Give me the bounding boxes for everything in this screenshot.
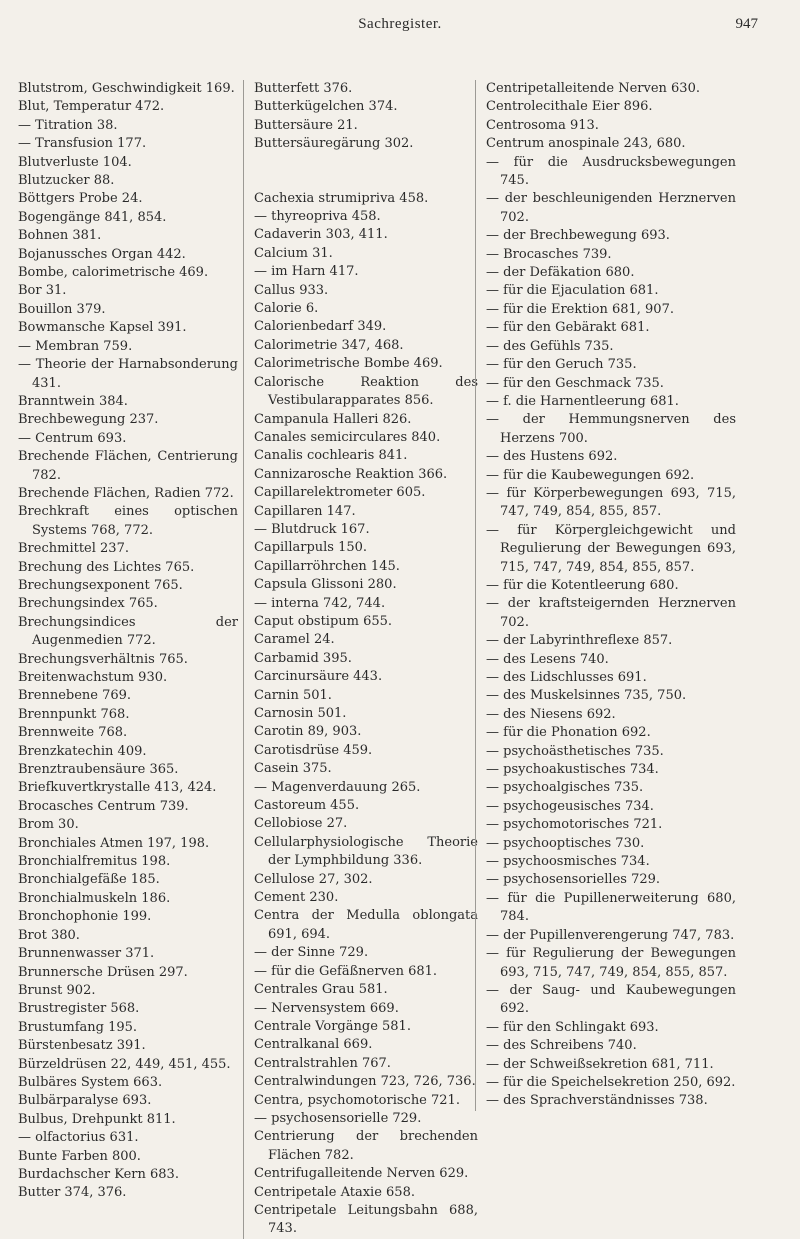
index-entry: Brechungsverhältnis 765. xyxy=(18,651,188,667)
index-entry: Centralkanal 669. xyxy=(254,1037,373,1053)
index-entry: Brennebene 769. xyxy=(18,688,132,704)
index-entry: Bor 31. xyxy=(18,283,67,299)
page-header xyxy=(0,10,800,40)
index-entry: — interna 742, 744. xyxy=(254,595,386,611)
index-entry: — für Körpergleichgewicht und Regulierung der Bewegungen 693, 715, 747, 749, 854, 855, 857. xyxy=(486,522,736,575)
index-entry: Campanula Halleri 826. xyxy=(254,411,412,427)
index-entry: Briefkuvertkrystalle 413, 424. xyxy=(18,780,217,796)
index-entry: Bronchialmuskeln 186. xyxy=(18,890,171,906)
index-entry: Canales semicirculares 840. xyxy=(254,429,441,445)
index-entry: Brechmittel 237. xyxy=(18,541,129,557)
index-entry: Bulbus, Drehpunkt 811. xyxy=(18,1111,176,1127)
index-entry: Brennpunkt 768. xyxy=(18,706,130,722)
index-entry: Bouillon 379. xyxy=(18,301,106,317)
index-entry: Burdachscher Kern 683. xyxy=(18,1166,179,1182)
index-entry: Carbamid 395. xyxy=(254,650,352,666)
index-entry: Centra, psychomotorische 721. xyxy=(254,1092,460,1108)
index-entry: Capillaren 147. xyxy=(254,503,356,519)
index-entry: Bronchophonie 199. xyxy=(18,909,152,925)
page-number: 947 xyxy=(735,16,758,32)
index-entry: — für den Geschmack 735. xyxy=(486,375,664,391)
index-entry: Calorimetrische Bombe 469. xyxy=(254,356,443,372)
index-entry: — der kraftsteigernden Herznerven 702. xyxy=(486,596,736,630)
index-column-3 xyxy=(475,80,736,1111)
index-entry: Capillarelektrometer 605. xyxy=(254,485,426,501)
index-entry: Bulbärparalyse 693. xyxy=(18,1093,152,1109)
index-entry: — Theorie der Harnabsonderung 431. xyxy=(18,357,238,391)
index-entry: — Nervensystem 669. xyxy=(254,1000,399,1016)
index-entry: Calorimetrie 347, 468. xyxy=(254,337,404,353)
index-entry: — für Regulierung der Bewegungen 693, 715, 747, 749, 854, 855, 857. xyxy=(486,946,736,980)
index-entry: Bronchialfremitus 198. xyxy=(18,854,171,870)
index-entry: — für die Kaubewegungen 692. xyxy=(486,467,695,483)
index-entry: — psychoalgisches 735. xyxy=(486,780,644,796)
index-entry: Capsula Glissoni 280. xyxy=(254,577,397,593)
index-entry: Brot 380. xyxy=(18,927,80,943)
index-entry: — Titration 38. xyxy=(18,117,118,133)
index-entry: Casein 375. xyxy=(254,761,332,777)
index-entry: Centrierung der brechenden Flächen 782. xyxy=(254,1129,478,1163)
index-entry: Capillarröhrchen 145. xyxy=(254,558,400,574)
index-entry: — für die Gefäßnerven 681. xyxy=(254,963,438,979)
index-entry: Carotin 89, 903. xyxy=(254,724,362,740)
index-entry: Blut, Temperatur 472. xyxy=(18,99,165,115)
index-entry: — für die Kotentleerung 680. xyxy=(486,577,679,593)
index-entry: — für die Erektion 681, 907. xyxy=(486,301,674,317)
index-entry: Centripetale Leitungsbahn 688, 743. xyxy=(254,1202,478,1237)
index-entry: Cellulose 27, 302. xyxy=(254,871,373,887)
index-entry: Buttersäure 21. xyxy=(254,117,358,133)
index-entry: — des Niesens 692. xyxy=(486,706,616,722)
index-entry: Bunte Farben 800. xyxy=(18,1148,141,1164)
index-entry: — Blutdruck 167. xyxy=(254,521,370,537)
index-entry: Bürstenbesatz 391. xyxy=(18,1038,146,1054)
index-entry: — der Labyrinthreflexe 857. xyxy=(486,633,673,649)
index-entry: Caramel 24. xyxy=(254,632,335,648)
index-entry: Centrale Vorgänge 581. xyxy=(254,1018,411,1034)
index-entry: Centralwindungen 723, 726, 736. xyxy=(254,1074,476,1090)
index-entry: — psychomotorisches 721. xyxy=(486,817,663,833)
index-entry: Centripetale Ataxie 658. xyxy=(254,1184,415,1200)
index-entry: — für den Gebärakt 681. xyxy=(486,320,650,336)
index-entry: Canalis cochlearis 841. xyxy=(254,448,408,464)
index-entry: Cadaverin 303, 411. xyxy=(254,227,388,243)
index-entry: Centrifugalleitende Nerven 629. xyxy=(254,1166,469,1182)
index-entry: — für die Pupillenerweiterung 680, 784. xyxy=(486,890,736,925)
index-column-2 xyxy=(243,80,478,1239)
index-entry: Cachexia strumipriva 458. xyxy=(254,190,429,206)
index-entry: — im Harn 417. xyxy=(254,264,359,280)
index-entry: — psychooptisches 730. xyxy=(486,835,645,851)
index-entry: Blutverluste 104. xyxy=(18,154,132,170)
index-entry: — für die Speichelsekretion 250, 692. xyxy=(486,1074,736,1090)
index-entry: Butterfett 376. xyxy=(254,81,353,96)
index-entry: — der Brechbewegung 693. xyxy=(486,228,670,244)
index-entry: Carotisdrüse 459. xyxy=(254,742,373,758)
index-entry: Brechung des Lichtes 765. xyxy=(18,559,195,575)
index-entry: Calorie 6. xyxy=(254,301,319,317)
index-entry: — des Gefühls 735. xyxy=(486,338,614,354)
index-entry: — des Sprachverständnisses 738. xyxy=(486,1093,708,1109)
index-entry: Centrosoma 913. xyxy=(486,117,599,133)
index-entry: Brunnersche Drüsen 297. xyxy=(18,964,188,980)
index-entry: Buttersäuregärung 302. xyxy=(254,136,414,152)
index-column-1 xyxy=(18,80,238,1203)
index-entry: Bojanussches Organ 442. xyxy=(18,246,186,262)
index-entry: Caput obstipum 655. xyxy=(254,613,393,629)
index-entry: Carnosin 501. xyxy=(254,706,347,721)
index-entry: Centripetalleitende Nerven 630. xyxy=(486,81,700,96)
index-entry: — Brocasches 739. xyxy=(486,246,612,262)
index-entry: — olfactorius 631. xyxy=(18,1130,139,1146)
index-entry: Butterkügelchen 374. xyxy=(254,99,398,115)
index-entry: — psychoästhetisches 735. xyxy=(486,743,664,759)
index-entry: — des Lesens 740. xyxy=(486,651,609,667)
index-entry: Centralstrahlen 767. xyxy=(254,1055,391,1071)
index-entry: — des Muskelsinnes 735, 750. xyxy=(486,688,687,704)
index-entry: — Transfusion 177. xyxy=(18,136,147,152)
index-entry: — psychogeusisches 734. xyxy=(486,798,654,814)
index-entry: — der Defäkation 680. xyxy=(486,265,635,281)
index-entry: Cement 230. xyxy=(254,890,339,906)
index-entry: Breitenwachstum 930. xyxy=(18,670,168,685)
index-entry: Bulbäres System 663. xyxy=(18,1074,163,1090)
index-entry: Blutstrom, Geschwindigkeit 169. xyxy=(18,81,235,96)
index-entry: — des Lidschlusses 691. xyxy=(486,670,647,685)
index-entry: Centrum anospinale 243, 680. xyxy=(486,136,686,152)
index-entry: Brechungsindex 765. xyxy=(18,596,158,612)
index-entry: Brechende Flächen, Radien 772. xyxy=(18,485,234,501)
index-entry: Brechbewegung 237. xyxy=(18,412,159,428)
index-entry: — der beschleunigenden Herznerven 702. xyxy=(486,191,736,225)
index-entry: Brustumfang 195. xyxy=(18,1019,138,1035)
index-entry: Brenzkatechin 409. xyxy=(18,743,147,759)
index-entry: Bohnen 381. xyxy=(18,228,102,244)
index-entry: Brechende Flächen, Centrierung 782. xyxy=(18,449,238,483)
index-entry: Cannizarosche Reaktion 366. xyxy=(254,466,448,482)
index-entry: — des Hustens 692. xyxy=(486,449,618,465)
index-entry: Centrales Grau 581. xyxy=(254,982,388,998)
index-entry: Calcium 31. xyxy=(254,245,333,261)
index-entry: — Centrum 693. xyxy=(18,430,127,446)
index-entry: — der Sinne 729. xyxy=(254,945,369,961)
index-entry: Branntwein 384. xyxy=(18,393,128,409)
page-title: Sachregister. xyxy=(358,16,442,32)
index-entry: Brom 30. xyxy=(18,817,79,833)
index-entry: — psychoakustisches 734. xyxy=(486,762,659,778)
index-entry: — Magenverdauung 265. xyxy=(254,779,421,795)
index-entry: Brechungsexponent 765. xyxy=(18,577,183,593)
index-entry: Capillarpuls 150. xyxy=(254,540,368,556)
index-entry: Bronchiales Atmen 197, 198. xyxy=(18,835,210,851)
index-entry: Cellularphysiologische Theorie der Lymphbildung 336. xyxy=(254,834,478,869)
index-entry: Böttgers Probe 24. xyxy=(18,191,143,207)
index-entry: Bombe, calorimetrische 469. xyxy=(18,265,209,281)
index-entry: Calorische Reaktion des Vestibularapparates 856. xyxy=(254,374,478,409)
index-entry: Bürzeldrüsen 22, 449, 451, 455. xyxy=(18,1056,231,1072)
index-entry: Bogengänge 841, 854. xyxy=(18,209,167,225)
index-entry: Callus 933. xyxy=(254,282,329,298)
index-entry: Bronchialgefäße 185. xyxy=(18,872,160,888)
index-entry: Brunnenwasser 371. xyxy=(18,946,155,962)
index-entry: Cellobiose 27. xyxy=(254,816,348,832)
index-entry: — der Hemmungsnerven des Herzens 700. xyxy=(486,412,736,446)
section-gap xyxy=(254,167,478,177)
index-entry: — psychoosmisches 734. xyxy=(486,854,650,870)
index-entry: — f. die Harnentleerung 681. xyxy=(486,393,679,409)
index-entry: Brennweite 768. xyxy=(18,725,128,741)
index-entry: — für die Phonation 692. xyxy=(486,725,651,741)
index-entry: Calorienbedarf 349. xyxy=(254,319,387,335)
index-entry: — für Körperbewegungen 693, 715, 747, 749, 854, 855, 857. xyxy=(486,485,736,520)
index-entry: Centrolecithale Eier 896. xyxy=(486,99,653,115)
index-entry: — für den Geruch 735. xyxy=(486,357,637,373)
index-entry: Centra der Medulla oblongata 691, 694. xyxy=(254,908,478,942)
index-entry: — psychosensorielles 729. xyxy=(486,872,661,888)
index-entry: Castoreum 455. xyxy=(254,798,360,814)
index-entry: Carcinursäure 443. xyxy=(254,669,383,685)
index-entry: — Membran 759. xyxy=(18,338,133,354)
index-entry: Carnin 501. xyxy=(254,687,332,703)
index-entry: Butter 374, 376. xyxy=(18,1185,127,1201)
index-entry: Brechungsindices der Augenmedien 772. xyxy=(18,614,238,649)
index-entry: — der Pupillenverengerung 747, 783. xyxy=(486,927,735,943)
index-entry: Brustregister 568. xyxy=(18,1001,140,1017)
index-entry: Blutzucker 88. xyxy=(18,173,115,189)
index-entry: Brunst 902. xyxy=(18,982,96,998)
index-entry: — thyreopriva 458. xyxy=(254,209,381,225)
index-entry: — für die Ausdrucksbewegungen 745. xyxy=(486,154,736,189)
index-entry: — für die Ejaculation 681. xyxy=(486,283,659,299)
index-entry: — psychosensorielle 729. xyxy=(254,1110,422,1126)
index-entry: — für den Schlingakt 693. xyxy=(486,1019,659,1035)
index-entry: — des Schreibens 740. xyxy=(486,1038,637,1054)
index-entry: Brocasches Centrum 739. xyxy=(18,798,189,814)
index-entry: Brenztraubensäure 365. xyxy=(18,762,179,778)
index-entry: — der Schweißsekretion 681, 711. xyxy=(486,1056,714,1072)
index-entry: — der Saug- und Kaubewegungen 692. xyxy=(486,982,736,1017)
index-entry: Brechkraft eines optischen Systems 768, 772. xyxy=(18,504,238,538)
index-entry: Bowmansche Kapsel 391. xyxy=(18,320,187,336)
